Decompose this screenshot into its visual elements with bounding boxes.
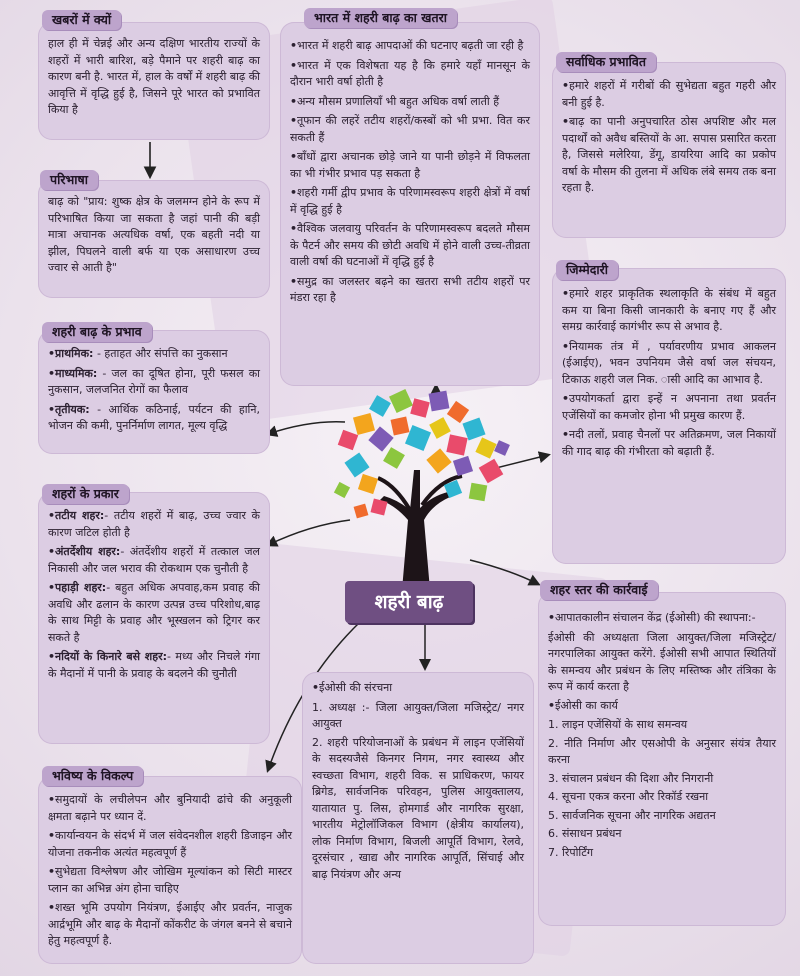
threat-item: • शहरी गर्मी द्वीप प्रभाव के परिणामस्वरूप शहरी क्षेत्रों में वर्षा में वृद्धि हुई है (290, 185, 530, 218)
responsibility-item: • हमारे शहर प्राकृतिक स्थलाकृति के संबंध में बहुत कम या बिना किसी जानकारी के बनाए गए हैं और समग्र कार्रवाई कागंभीर रूप से अभाव है. (562, 286, 776, 336)
responsibility-item: • नियामक तंत्र में , पर्यावरणीय प्रभाव आकलन (ईआईए), भवन उपनियम जैसे वर्षा जल संचयन, टिकाऊ शहरी जल निक. ासी आदि का आभाव है. (562, 339, 776, 389)
effects-box (38, 330, 270, 454)
center-title: शहरी बाढ़ (345, 581, 473, 623)
future-item: • शख्त भूमि उपयोग नियंत्रण, ईआईए और प्रवर्तन, नाजुक आर्द्रभूमि और बाढ़ के मैदानों कोंकरीट के जंगल बनने से बचाने हेतु महत्वपूर्ण है. (48, 900, 292, 950)
affected-item: • बाढ़ का पानी अनुपचारित ठोस अपशिष्ट और मल पदार्थों को अवैध बस्तियों के आ. सपास प्रसारित करता है, जिससे मलेरिया, डेंगू, डायरिया आदि का प्रकोप वर्षा के मौसम की तुलना में अधिक लंबे समय तक बना रहता है. (562, 114, 776, 197)
eoc-line: 1. अध्यक्ष :- जिला आयुक्त/जिला मजिस्ट्रेट/ नगर आयुक्त (312, 700, 524, 730)
city-action-lead: • आपातकालीन संचालन केंद्र (ईओसी) की स्थापना:- (548, 610, 776, 627)
affected-title: सर्वाधिक प्रभावित (556, 52, 656, 72)
effects-item-text: - जल का दूषित होना, पूरी फसल का नुकसान, जलजनित रोगों का फैलाव (48, 366, 261, 396)
threat-item: • समुद्र का जलस्तर बढ़ने का खतरा सभी तटीय शहरों पर मंडरा रहा है (290, 274, 530, 307)
effects-item-text: - आर्थिक कठिनाई, पर्यटन की हानि, भोजन की कमी, पुनर्निर्माण लागत, मूल्य वृद्धि (48, 402, 261, 432)
responsibility-box (552, 268, 786, 564)
types-item-label: अंतर्देशीय शहर: (55, 545, 121, 558)
types-item-text: - अंतर्देशीय शहरों में तत्काल जल निकासी और जल भराव की रोकथाम एक चुनौती है (48, 545, 260, 575)
types-box (38, 492, 270, 744)
effects-item-text: - हताहत और संपत्ति का नुकसान (96, 347, 228, 360)
future-title: भविष्य के विकल्प (42, 766, 143, 786)
city-action-step: 2. नीति निर्माण और एसओपी के अनुसार संयंत्र तैयार करना (548, 736, 776, 766)
threat-item: • भारत में एक विशेषता यह है कि हमारे यहाँ मानसून के दौरान भारी वर्षा होती है (290, 58, 530, 91)
threat-item: • भारत में शहरी बाढ़ आपदाओं की घटनाए बढ़ती जा रही है (290, 38, 530, 55)
eoc-box (302, 672, 534, 964)
effects-item-label: प्राथमिक: (55, 347, 94, 360)
threat-item: • तूफान की लहरें तटीय शहरों/कस्बों को भी प्रभा. वित कर सकती हैं (290, 113, 530, 146)
types-item-label: तटीय शहर: (55, 509, 105, 522)
effects-item-label: माध्यमिक: (55, 366, 98, 380)
city-action-sub: • ईओसी का कार्य (548, 698, 776, 715)
threat-title: भारत में शहरी बाढ़ का खतरा (304, 8, 457, 28)
effects-item (48, 402, 260, 435)
responsibility-title: जिम्मेदारी (556, 260, 618, 280)
threat-item: • वैश्विक जलवायु परिवर्तन के परिणामस्वरूप बदलते मौसम के पैटर्न और समय की छोटी अवधि में होने वाली उच्च-तीव्रता वाली वर्षा की घटनाओं में वृद्धि हुई है (290, 221, 530, 271)
effects-item (48, 346, 260, 363)
definition-title: परिभाषा (40, 170, 98, 190)
affected-item: • हमारे शहरों में गरीबों की सुभेद्यता बहुत गहरी और बनी हुई है. (562, 78, 776, 111)
types-item (48, 508, 260, 541)
city-action-title: शहर स्तर की कार्रवाई (540, 580, 658, 600)
definition-box (38, 180, 270, 298)
affected-box (552, 62, 786, 238)
threat-box (280, 22, 540, 386)
types-item-label: पहाड़ी शहर: (55, 581, 107, 594)
types-item-text: - बहुत अधिक अपवाह,कम प्रवाह की अवधि और ढलान के कारण उत्पन्न उच्च परिशोध,बाढ़ के साथ मिट्टी के प्रवाह और भूस्खलन को ट्रिगर कर सकते है (48, 581, 260, 644)
city-action-step: 1. लाइन एजेंसियों के साथ समन्वय (548, 718, 688, 731)
types-item-text: - मध्य और निचले गंगा के मैदानों में पानी के प्रवाह के बदलने की चुनौती (48, 650, 260, 680)
city-action-step: 5. सार्वजनिक सूचना और नागरिक अद्यतन (548, 808, 716, 822)
types-item (48, 580, 260, 646)
tree-canopy (334, 389, 510, 518)
city-action-step: 6. संसाधन प्रबंधन (548, 827, 622, 840)
future-item: • समुदायों के लचीलेपन और बुनियादी ढांचे की अनुकूली क्षमता बढ़ाने पर ध्यान दें. (48, 792, 292, 825)
types-item-text: - तटीय शहरों में बाढ़, उच्च ज्वार के कारण जटिल होती है (48, 509, 261, 539)
why-news-title: खबरों में क्यों (42, 10, 121, 30)
city-action-step: 7. रिपोर्टिंग (548, 845, 594, 859)
future-item: • कार्यान्वयन के संदर्भ में जल संवेदनशील शहरी डिजाइन और योजना तकनीक अत्यंत महत्वपूर्ण हैं (48, 828, 292, 861)
types-item-label: नदियों के किनारे बसे शहर: (55, 650, 168, 663)
eoc-lead: • ईओसी की संरचना (312, 680, 524, 697)
threat-item: • अन्य मौसम प्रणालियाँ भी बहुत अधिक वर्षा लाती हैं (290, 94, 530, 111)
effects-item (48, 366, 260, 399)
definition-text: बाढ़ को "प्राय: शुष्क क्षेत्र के जलमग्न होने के रूप में परिभाषित किया जा सकता है जहां पानी की बड़ी मात्रा अचानक अत्यधिक वर्षा, एक बहती नदी या झील, पिघलने वाली बर्फ या एक असाधारण उच्च ज्वार से आती है" (48, 195, 260, 274)
effects-title: शहरी बाढ़ के प्रभाव (42, 322, 152, 342)
why-news-text: हाल ही में चेन्नई और अन्य दक्षिण भारतीय राज्यों के शहरों में भारी बारिश, बड़े पैमाने पर शहरी बाढ़ का कारण बनी है. भारत में, हाल के वर्षों में शहरी बाढ़ की आवृत्ति में वृद्धि हुई है, जिसने पूरे भारत को प्रभावित किया है (48, 37, 260, 116)
responsibility-item: • उपयोगकर्ता द्वारा इन्हें न अपनाना तथा प्रवर्तन एजेंसियों का कमजोर होना भी प्रमुख कारण हैं. (562, 391, 776, 424)
future-box (38, 776, 302, 964)
future-item: • सुभेद्यता विश्लेषण और जोखिम मूल्यांकन को सिटी मास्टर प्लान का अभिन्न अंग होना चाहिए (48, 864, 292, 897)
types-title: शहरों के प्रकार (42, 484, 129, 504)
city-action-step: 3. संचालन प्रबंधन की दिशा और निगरानी (548, 771, 714, 785)
effects-item-label: तृतीयक: (55, 402, 90, 416)
why-news-box (38, 22, 270, 140)
types-item (48, 649, 260, 682)
threat-item: • बाँधों द्वारा अचानक छोड़े जाने या पानी छोड़ने में विफलता का भी गंभीर प्रभाव पड़ सकता है (290, 149, 530, 182)
city-action-para: ईओसी की अध्यक्षता जिला आयुक्त/जिला मजिस्ट्रेट/नगरपालिका आयुक्त करेंगे. ईओसी सभी आपात स्थितियों के समन्वय और प्रबंधन के लिए मस्तिष्क और तंत्रिका के रूप में कार्य करता है (548, 630, 776, 693)
city-action-box (538, 592, 786, 926)
eoc-line: 2. शहरी परियोजनाओं के प्रबंधन में लाइन एजेंसियों के सदस्यजैसे किनगर निगम, नगर स्वास्थ्य और स्वच्छता विभाग, शहरी विक. स प्राधिकरण, फायर ब्रिगेड, सार्वजनिक परिवहन, पुलिस आयुक्तालय, यातायात पु. लिस, होमगार्ड और नागरिक सुरक्षा, भारतीय मेट्रोलॉजिकल विभाग (क्षेत्रीय कार्यालय), लोक निर्माण विभाग, बिजली आपूर्ति विभाग, रेलवे, दूरसंचार , खाद्य और नागरिक आपूर्ति, सिंचाई और बाढ़ नियंत्रण और अन्य (312, 735, 524, 881)
city-action-step: 4. सूचना एकत्र करना और रिकॉर्ड रखना (548, 790, 709, 803)
types-item (48, 544, 260, 577)
responsibility-item: • नदी तलों, प्रवाह चैनलों पर अतिक्रमण, जल निकायों की गाद बाढ़ की गंभीरता को बढ़ाती हैं. (562, 427, 776, 460)
